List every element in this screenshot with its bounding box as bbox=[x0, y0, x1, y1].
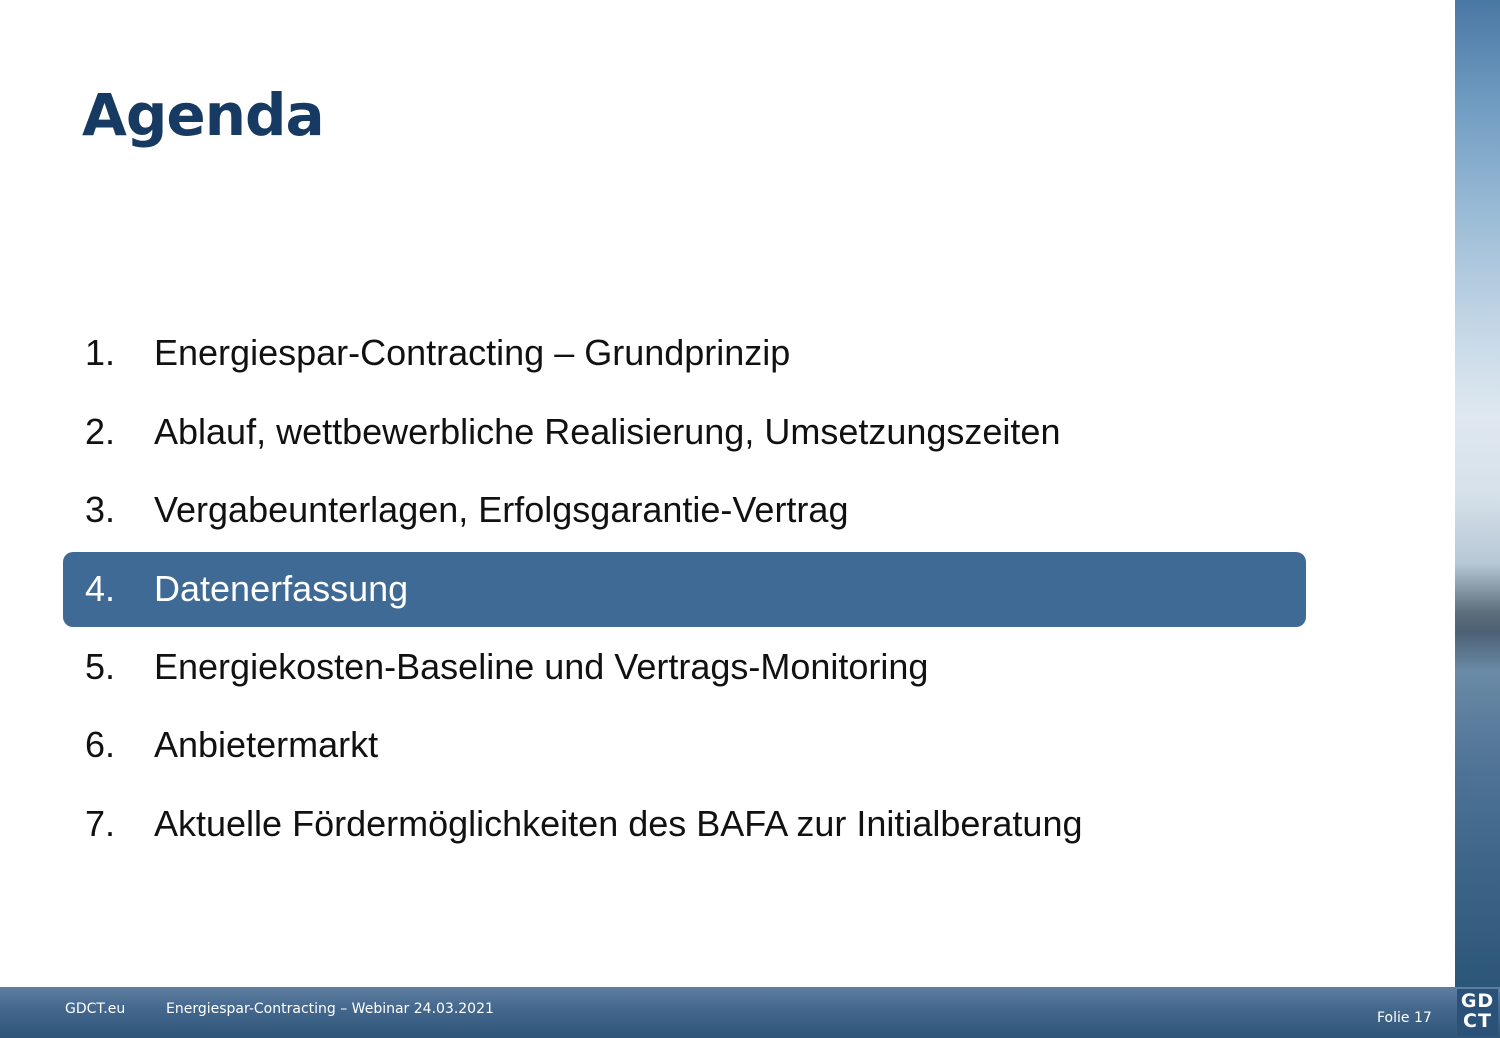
footer-bar bbox=[0, 987, 1500, 1038]
agenda-item-number: 4. bbox=[85, 568, 116, 609]
agenda-item-number: 3. bbox=[85, 489, 116, 530]
page-title: Agenda bbox=[82, 81, 324, 149]
agenda-item-number: 6. bbox=[85, 724, 116, 765]
agenda-item-number: 2. bbox=[85, 411, 116, 452]
agenda-item-label: Energiekosten-Baseline und Vertrags-Monitoring bbox=[154, 646, 929, 687]
agenda-item-7 bbox=[0, 804, 1400, 844]
agenda-item-label: Energiespar-Contracting – Grundprinzip bbox=[154, 332, 791, 373]
agenda-item-label: Aktuelle Fördermöglichkeiten des BAFA zur Initialberatung bbox=[154, 803, 1083, 844]
gdct-logo bbox=[1457, 989, 1498, 1036]
agenda-item-2 bbox=[0, 412, 1400, 452]
agenda-item-label: Ablauf, wettbewerbliche Realisierung, Umsetzungszeiten bbox=[154, 411, 1061, 452]
agenda-item-3 bbox=[0, 490, 1400, 530]
footer-site-link[interactable]: GDCT.eu bbox=[65, 1001, 126, 1017]
agenda-item-label: Datenerfassung bbox=[154, 568, 409, 609]
footer-event-title: Energiespar-Contracting – Webinar 24.03.2021 bbox=[166, 1001, 494, 1017]
agenda-item-6 bbox=[0, 725, 1400, 765]
agenda-item-label: Vergabeunterlagen, Erfolgsgarantie-Vertrag bbox=[154, 489, 849, 530]
agenda-item-number: 5. bbox=[85, 646, 116, 687]
footer-page-number: Folie 17 bbox=[1377, 1010, 1432, 1026]
agenda-item-5 bbox=[0, 647, 1400, 687]
logo-line-bottom: CT bbox=[1463, 1010, 1492, 1032]
agenda-item-number: 7. bbox=[85, 803, 116, 844]
agenda-item-4-active bbox=[0, 569, 1400, 609]
agenda-item-label: Anbietermarkt bbox=[154, 724, 379, 765]
agenda-item-1 bbox=[0, 333, 1400, 373]
side-photo-strip bbox=[1455, 0, 1500, 987]
logo-line-top: GD bbox=[1460, 990, 1495, 1012]
agenda-item-number: 1. bbox=[85, 332, 116, 373]
